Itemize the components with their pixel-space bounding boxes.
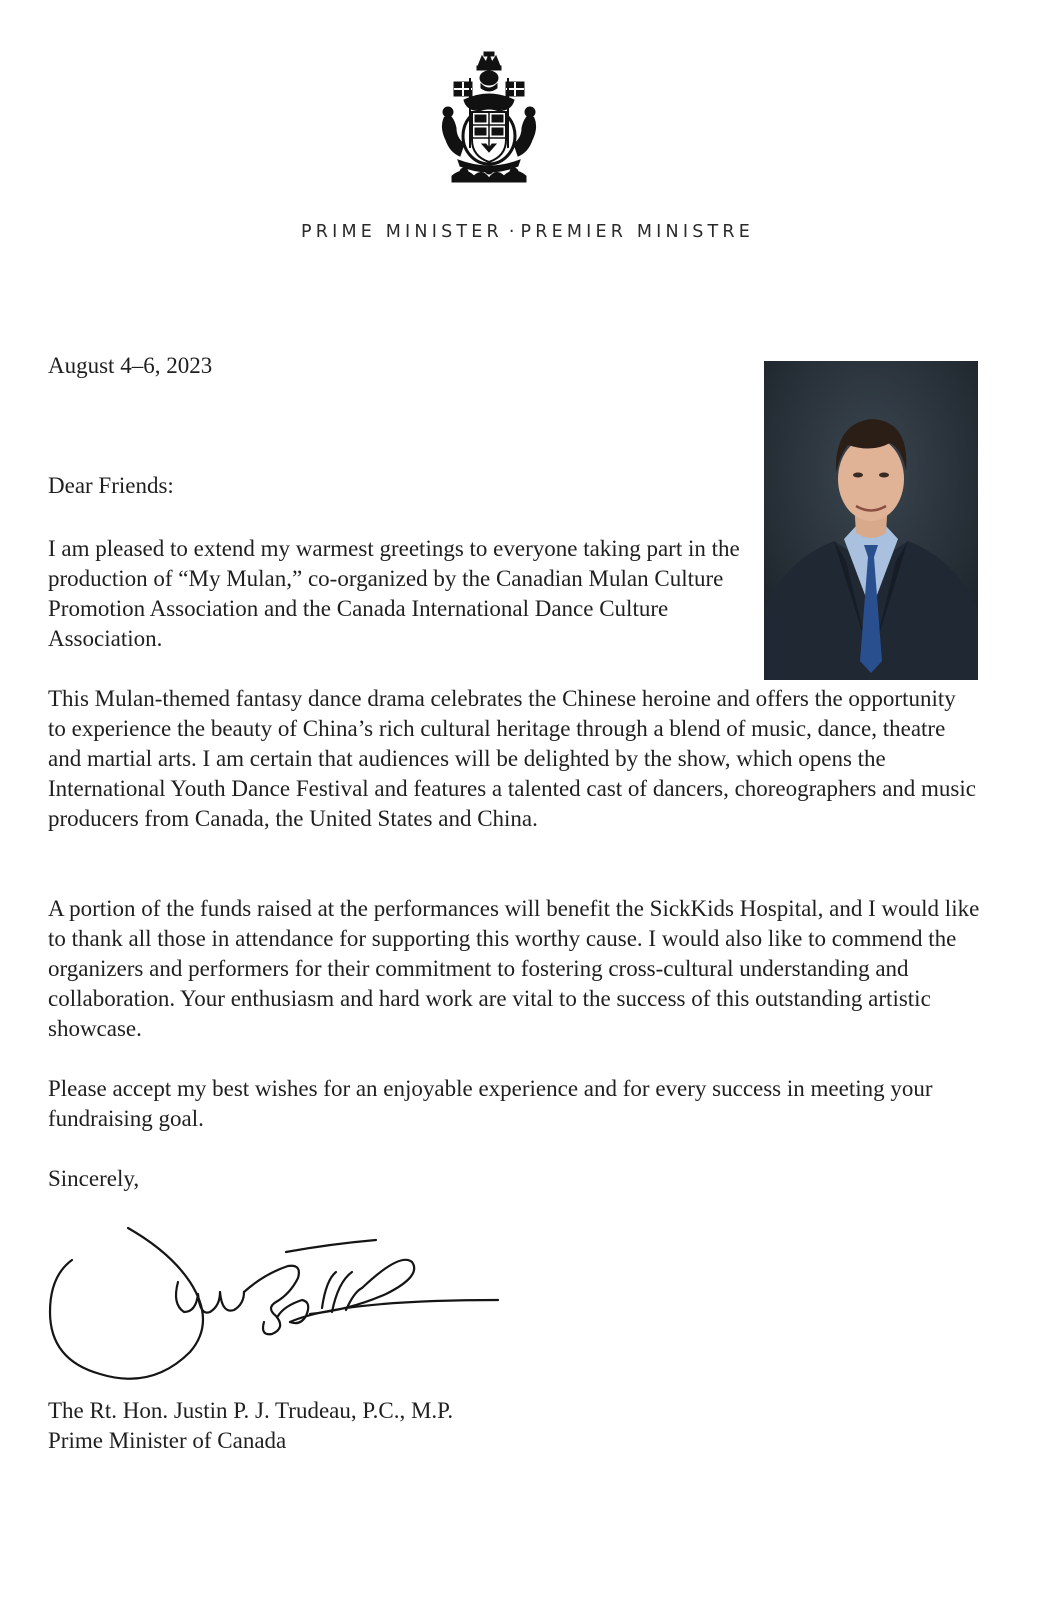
paragraph-description: This Mulan-themed fantasy dance drama celebrates the Chinese heroine and offers the opportunity to experience the beauty of China’s rich cultural heritage through a blend of music, dance, theatre and martial arts. I am certain that audiences will be delighted by the show, which opens the International Youth Dance Festival and features a talented cast of dancers, choreographers and music producers from Canada, the United States and China. [48,686,976,831]
paragraph-greeting: I am pleased to extend my warmest greetings to everyone taking part in the production of “My Mulan,” co-organized by the Canadian Mulan Culture Promotion Association and the Canada International Dance Culture Association. [48,536,740,651]
letter-date: August 4–6, 2023 [48,353,213,378]
coat-of-arms-icon [434,48,544,188]
paragraph-wishes: Please accept my best wishes for an enjoyable experience and for every success in meeting your fundraising goal. [48,1076,933,1131]
salutation: Dear Friends: [48,473,174,498]
letterhead-separator: · [508,222,519,242]
closing: Sincerely, [48,1166,140,1191]
paragraph-fundraising: A portion of the funds raised at the performances will benefit the SickKids Hospital, and I would like to thank all those in attendance for supporting this worthy cause. I would also like to commend the organizers and performers for their commitment to fostering cross-cultural understanding and collaboration. Your enthusiasm and hard work are vital to the success of this outstanding artistic showcase. [48,896,980,1041]
letterhead-title [0,222,1043,242]
handwritten-signature [40,1222,520,1392]
letterhead-english: PRIME MINISTER [300,222,503,242]
letterhead-french: PREMIER MINISTRE [520,222,755,242]
signatory-name: The Rt. Hon. Justin P. J. Trudeau, P.C., M.P. [48,1398,454,1423]
signatory-title: Prime Minister of Canada [48,1428,287,1453]
portrait-photo [764,361,978,680]
